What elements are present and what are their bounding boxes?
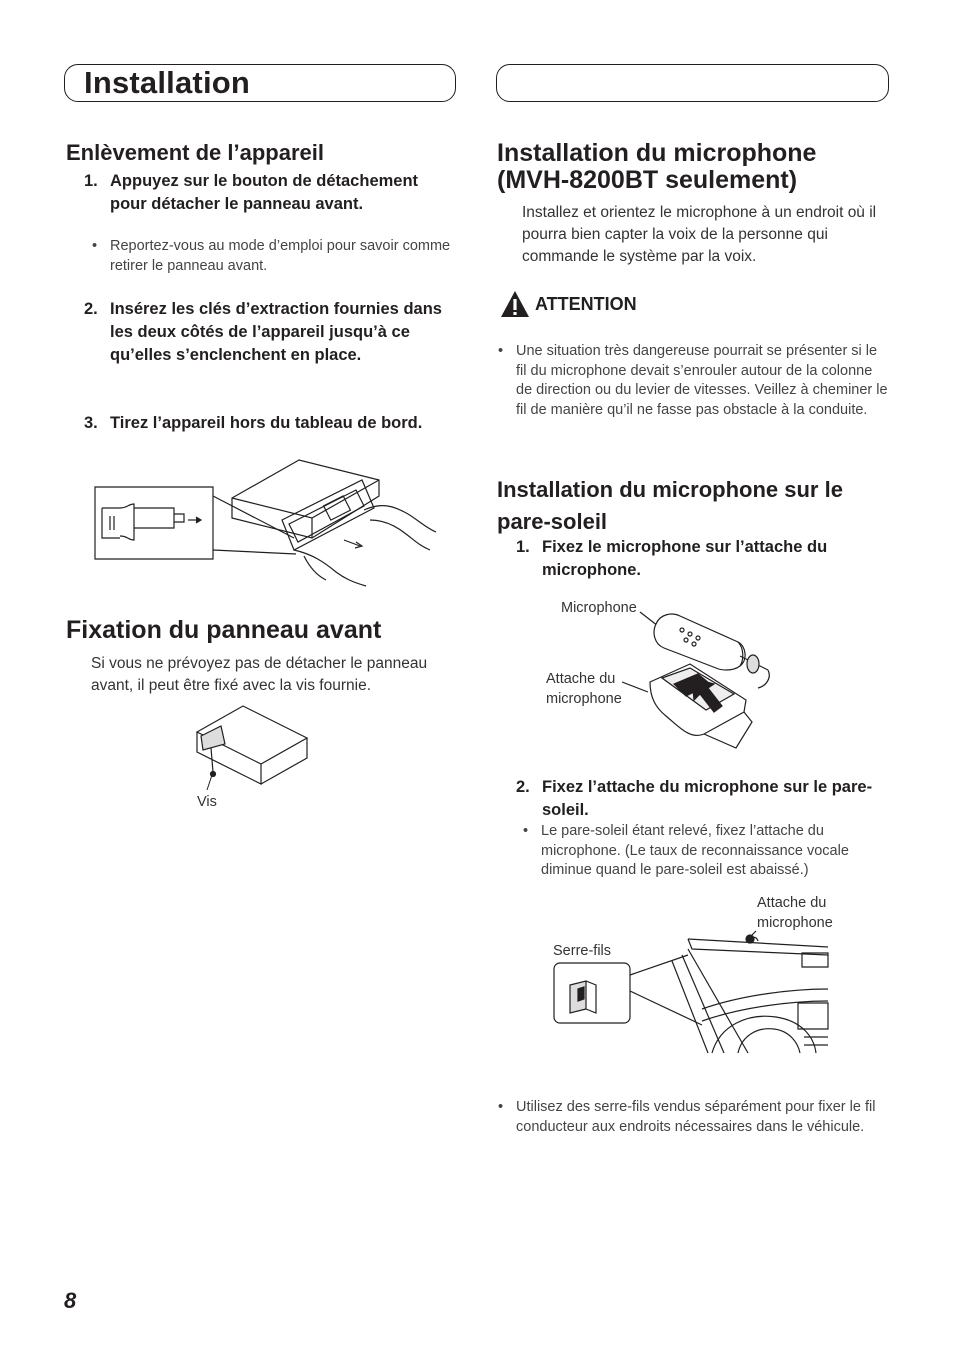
- final-note-text: Utilisez des serre-fils vendus séparément pour fixer le fil conducteur aux endroits nécessaires dans le véhicule.: [516, 1099, 876, 1135]
- warning-triangle-icon: [500, 290, 530, 318]
- clip-label: Attache du microphone: [546, 671, 622, 707]
- sunvisor-step-2: [516, 776, 887, 822]
- final-note: [498, 1098, 888, 1137]
- removal-step-1: [84, 170, 455, 216]
- step-number: 1.: [516, 538, 530, 556]
- step-number: 2.: [84, 300, 98, 318]
- bullet: •: [92, 238, 98, 254]
- step-text: Tirez l’appareil hors du tableau de bord.: [110, 414, 423, 432]
- vis-leader-line: [200, 770, 220, 792]
- sunvisor-heading: Installation du microphone sur le pare-soleil: [497, 477, 843, 534]
- page-number: 8: [64, 1288, 77, 1313]
- bullet: •: [498, 343, 504, 359]
- step-number: 3.: [84, 414, 98, 432]
- sunvisor-illustration: [552, 925, 830, 1055]
- sunvisor-note-text: Le pare-soleil étant relevé, fixez l’attache du microphone. (Le taux de reconnaissance vocale diminue quand le pare-soleil est abaissé.): [541, 823, 849, 878]
- clamps-label: Serre-fils: [553, 943, 612, 959]
- step-text: Fixez le microphone sur l’attache du microphone.: [542, 538, 828, 579]
- step-number: 2.: [516, 778, 530, 796]
- step-text: Fixez l’attache du microphone sur le pare-soleil.: [542, 778, 873, 819]
- removal-note: [92, 237, 455, 276]
- attention-note: [498, 342, 888, 420]
- microphone-body: Installez et orientez le microphone à un endroit où il pourra bien capter la voix de la personne qui commande le système par la voix.: [522, 204, 877, 265]
- step-text: Appuyez sur le bouton de détachement pour détacher le panneau avant.: [110, 172, 419, 213]
- unit-removal-illustration: [94, 458, 439, 588]
- note-text: Reportez-vous au mode d’emploi pour savoir comme retirer le panneau avant.: [110, 238, 451, 274]
- sunvisor-note: [523, 822, 871, 881]
- vis-label: Vis: [197, 794, 217, 810]
- removal-heading: Enlèvement de l’appareil: [66, 140, 324, 165]
- attention-text: Une situation très dangereuse pourrait se présenter si le fil du microphone devait s’enrouler autour de la colonne de direction ou du levier de vitesses. Veillez à cheminer le fil de manière qu’il ne fasse pas obstacle à la conduite.: [516, 343, 888, 418]
- front-panel-heading: Fixation du panneau avant: [66, 616, 382, 644]
- front-panel-body: Si vous ne prévoyez pas de détacher le panneau avant, il peut être fixé avec la vis fournie.: [91, 655, 428, 694]
- attention-label: ATTENTION: [535, 294, 637, 314]
- microphone-label: Microphone: [561, 600, 637, 616]
- page-title: Installation: [84, 65, 251, 100]
- sunvisor-step-1: [516, 536, 887, 582]
- step-text: Insérez les clés d’extraction fournies dans les deux côtés de l’appareil jusqu’à ce qu’elles s’enclenchent en place.: [110, 300, 442, 364]
- microphone-clip-illustration: [620, 608, 780, 752]
- step-number: 1.: [84, 172, 98, 190]
- clip-label-2: Attache du microphone: [757, 895, 833, 931]
- title-frame-right: [496, 64, 889, 102]
- removal-step-3: [84, 412, 455, 435]
- removal-step-2: [84, 298, 455, 367]
- microphone-heading-1: Installation du microphone: [497, 139, 817, 167]
- microphone-heading-2: (MVH-8200BT seulement): [497, 166, 798, 194]
- bullet: •: [523, 823, 529, 839]
- bullet: •: [498, 1099, 504, 1115]
